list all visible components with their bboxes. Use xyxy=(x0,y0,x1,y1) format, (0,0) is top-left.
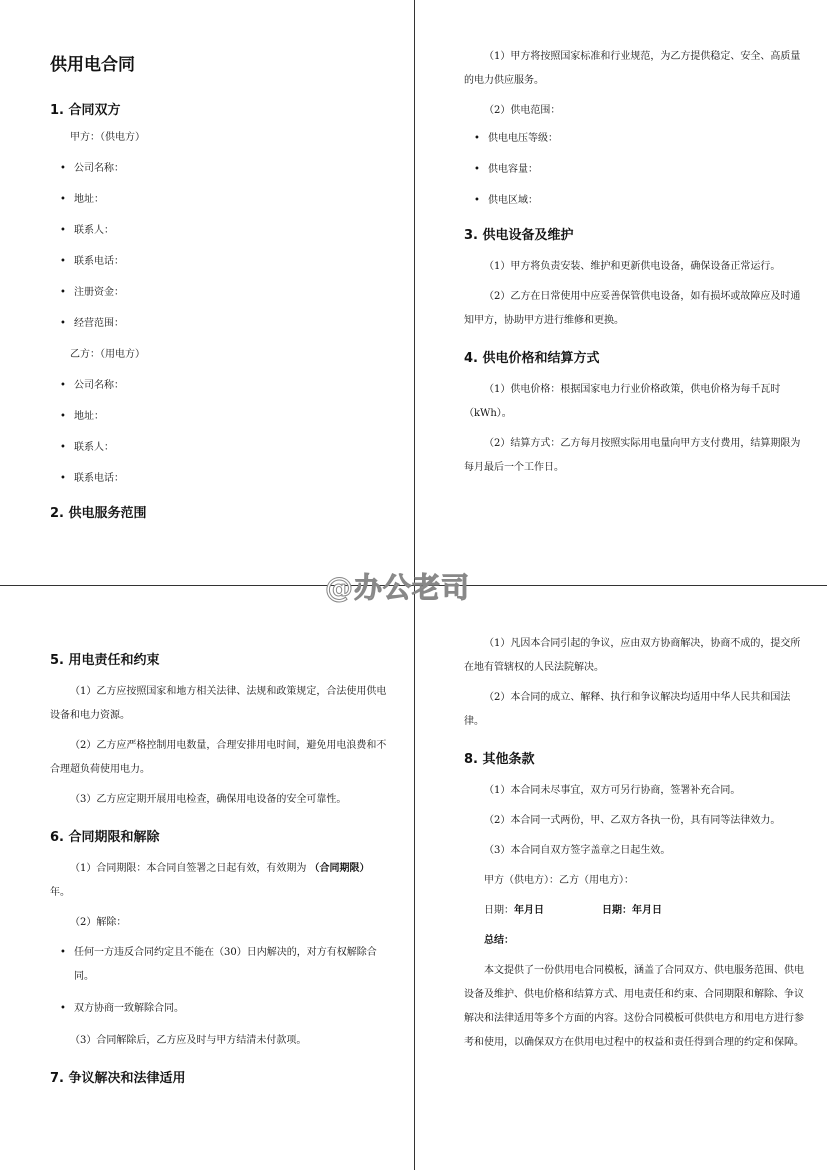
date-value: 年月日 xyxy=(632,905,662,916)
paragraph: （2）乙方在日常使用中应妥善保管供电设备，如有损坏或故障应及时通知甲方，协助甲方进行维修和更换。 xyxy=(464,291,801,326)
paragraph: （2）本合同的成立、解释、执行和争议解决均适用中华人民共和国法律。 xyxy=(464,692,791,727)
paragraph: （2）解除： xyxy=(70,917,127,928)
party-a-fields xyxy=(50,161,390,332)
supply-scope-list xyxy=(464,131,804,209)
paragraph: （3）乙方应定期开展用电检查，确保用电设备的安全可靠性。 xyxy=(70,794,347,805)
paragraph: （1）乙方应按照国家和地方相关法律、法规和政策规定，合法使用供电设备和电力资源。 xyxy=(50,686,387,721)
section-3-heading: 3. 供电设备及维护 xyxy=(464,228,574,243)
paragraph: （3）合同解除后，乙方应及时与甲方结清未付款项。 xyxy=(70,1035,307,1046)
section-4-heading: 4. 供电价格和结算方式 xyxy=(464,351,600,366)
section-8-heading: 8. 其他条款 xyxy=(464,752,535,767)
paragraph: （1）本合同未尽事宜，双方可另行协商，签署补充合同。 xyxy=(484,785,741,796)
party-a-label: 甲方：（供电方） xyxy=(70,132,145,143)
page-4 xyxy=(464,632,804,1061)
termination-list xyxy=(50,941,390,1021)
list-item: • 供电区域： xyxy=(464,193,804,209)
date-label: 日期： xyxy=(602,905,632,916)
section-1-heading: 1. 合同双方 xyxy=(50,103,121,118)
list-item: • 供电容量： xyxy=(464,162,804,178)
contract-term-placeholder: （合同期限） xyxy=(309,863,370,874)
party-b-label: 乙方：（用电方） xyxy=(70,349,145,360)
paragraph: （2）结算方式：乙方每月按照实际用电量向甲方支付费用，结算期限为每月最后一个工作日。 xyxy=(464,438,801,473)
page-1 xyxy=(50,50,390,533)
text: 年。 xyxy=(50,887,70,898)
list-item: • 地址： xyxy=(50,409,390,425)
list-item: • 任何一方违反合同约定且不能在（30）日内解决的，对方有权解除合同。 xyxy=(50,941,390,989)
date-label: 日期： xyxy=(484,905,514,916)
list-item: • 注册资金： xyxy=(50,285,390,301)
text: （1）合同期限：本合同自签署之日起有效，有效期为 xyxy=(70,863,310,874)
paragraph xyxy=(50,857,390,905)
signature-line: 甲方（供电方）：乙方（用电方）： xyxy=(484,875,634,886)
date-value: 年月日 xyxy=(514,905,544,916)
section-2-heading: 2. 供电服务范围 xyxy=(50,506,147,521)
summary-label: 总结： xyxy=(484,935,514,946)
paragraph: （3）本合同自双方签字盖章之日起生效。 xyxy=(484,845,671,856)
document-title: 供用电合同 xyxy=(50,55,135,75)
list-item: • 公司名称： xyxy=(50,378,390,394)
list-item: • 公司名称： xyxy=(50,161,390,177)
page-2 xyxy=(464,45,804,486)
list-item: • 双方协商一致解除合同。 xyxy=(50,997,390,1021)
paragraph: （2）供电范围： xyxy=(484,105,561,116)
watermark: @办公老司 xyxy=(325,571,471,604)
paragraph: （2）本合同一式两份，甲、乙双方各执一份，具有同等法律效力。 xyxy=(484,815,781,826)
section-7-heading: 7. 争议解决和法律适用 xyxy=(50,1071,186,1086)
paragraph: （2）乙方应严格控制用电数量，合理安排用电时间，避免用电浪费和不合理超负荷使用电力。 xyxy=(50,740,387,775)
summary-text: 本文提供了一份供用电合同模板，涵盖了合同双方、供电服务范围、供电设备及维护、供电价格和结算方式、用电责任和约束、合同期限和解除、争议解决和法律适用等多个方面的内容。这份合同模板可供供电方和用电方进行参考和使用，以确保双方在供用电过程中的权益和责任得到合理的约定和保障。 xyxy=(464,965,804,1048)
list-item: • 经营范围： xyxy=(50,316,390,332)
list-item: • 联系电话： xyxy=(50,471,390,487)
page-3 xyxy=(50,635,390,1098)
section-5-heading: 5. 用电责任和约束 xyxy=(50,653,160,668)
paragraph: （1）凡因本合同引起的争议，应由双方协商解决，协商不成的，提交所在地有管辖权的人民法院解决。 xyxy=(464,638,801,673)
date-line xyxy=(464,899,804,923)
list-item: • 联系人： xyxy=(50,440,390,456)
list-item: • 联系电话： xyxy=(50,254,390,270)
list-item: • 供电电压等级： xyxy=(464,131,804,147)
list-item: • 联系人： xyxy=(50,223,390,239)
paragraph: （1）供电价格：根据国家电力行业价格政策，供电价格为每千瓦时（kWh）。 xyxy=(464,384,781,419)
party-b-fields xyxy=(50,378,390,487)
paragraph: （1）甲方将按照国家标准和行业规范，为乙方提供稳定、安全、高质量的电力供应服务。 xyxy=(464,51,801,86)
section-6-heading: 6. 合同期限和解除 xyxy=(50,830,160,845)
paragraph: （1）甲方将负责安装、维护和更新供电设备，确保设备正常运行。 xyxy=(484,261,781,272)
list-item: • 地址： xyxy=(50,192,390,208)
